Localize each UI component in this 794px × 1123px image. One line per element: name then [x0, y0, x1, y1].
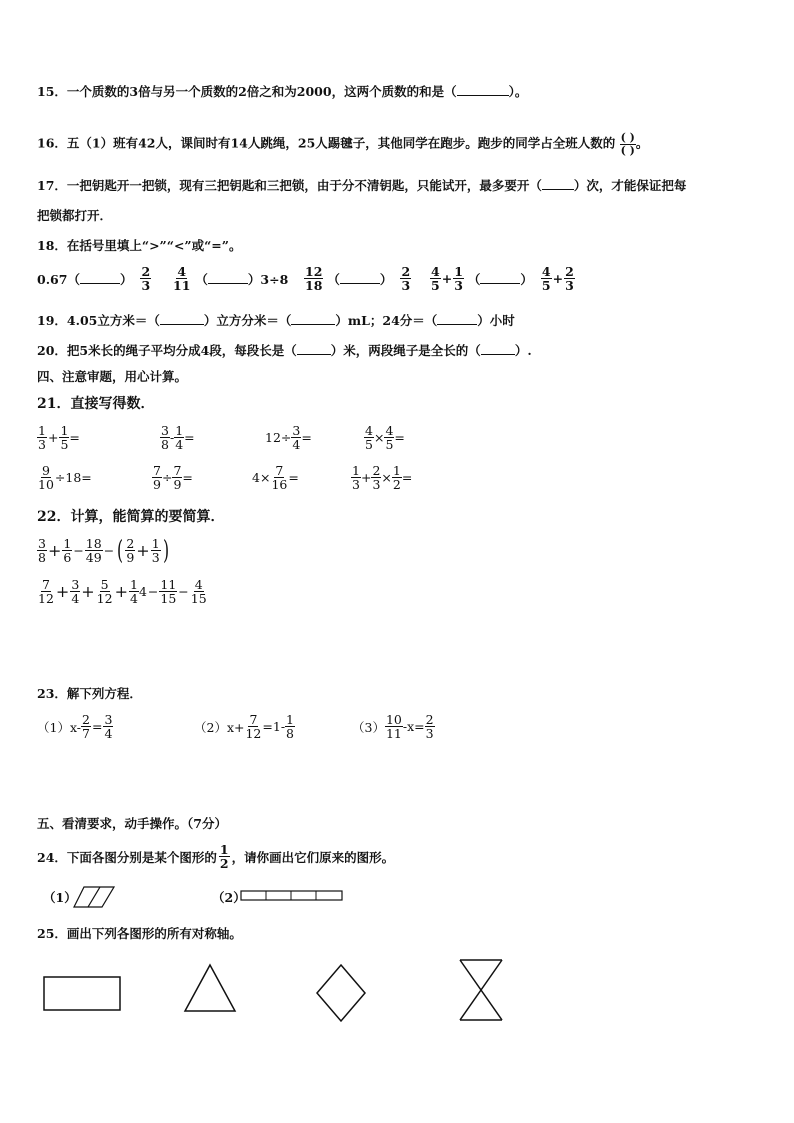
q18-blank-1[interactable]: [80, 274, 120, 284]
q22-expr-2: $\frac{7}{12}$ + $\frac{3}{4}$ + $\frac{5}{12}$ + $\frac{1}{4}$ 4 − $\frac{11}{15}$ − $\frac{4}{15}$: [38, 577, 207, 607]
section-4-heading: 四、注意审题，用心计算。: [37, 369, 188, 384]
q20-line: 20．把5米长的绳子平均分成4段，每段长是（ ）米，两段绳子是全长的（ ）.: [37, 343, 532, 358]
q25-hourglass-shape[interactable]: [457, 957, 505, 1023]
q21-expr-7: 4× $\frac{7}{16}$ =: [252, 463, 299, 493]
q16-line: 16．五（1）班有42人，课间时有14人跳绳，25人踢毽子，其他同学在跑步。跑步的同学占全班人数的 $\frac{( )}{( )}$ 。: [37, 131, 649, 157]
q22-title: 22．计算，能简算的要简算．: [37, 509, 225, 525]
q17-line1: 17．一把钥匙开一把锁，现有三把钥匙和三把锁，由于分不清钥匙，只能试开，最多要开（ ）次，才能保证把每: [37, 178, 687, 193]
q25-triangle-shape[interactable]: [182, 962, 238, 1014]
q24-label-2: （2）: [212, 890, 246, 905]
q18-item-a: 0.67（ ） $\frac{2}{3}$: [37, 264, 151, 294]
q23-eq-3: （3） $\frac{10}{11}$ -x= $\frac{2}{3}$: [352, 712, 434, 742]
q18-title: 18．在括号里填上“>”“<”或“=”。: [37, 238, 242, 253]
q15-text: 15．一个质数的3倍与另一个质数的2倍之和为2000，这两个质数的和是（: [37, 84, 457, 99]
q21-expr-4: $\frac{4}{5}$ × $\frac{4}{5}$ =: [365, 423, 405, 453]
q15-line: 15．一个质数的3倍与另一个质数的2倍之和为2000，这两个质数的和是（ ）。: [37, 84, 528, 99]
q19-blank-3[interactable]: [437, 315, 477, 325]
q25-title: 25．画出下列各图形的所有对称轴。: [37, 926, 242, 941]
q16-answer-fraction[interactable]: $\frac{( )}{( )}$: [620, 131, 635, 157]
q15-blank[interactable]: [457, 86, 509, 96]
q23-eq-1: （1）x- $\frac{2}{7}$ = $\frac{3}{4}$: [37, 712, 113, 742]
section-5-heading: 五、看清要求，动手操作。（7分）: [37, 816, 227, 831]
q18-item-b: $\frac{4}{11}$ （ ）3÷8: [173, 264, 289, 294]
q23-eq-2: （2）x+ $\frac{7}{12}$ =1- $\frac{1}{8}$: [194, 712, 294, 742]
q17-line2: 把锁都打开．: [37, 208, 113, 223]
q18-blank-2[interactable]: [208, 274, 248, 284]
q18-item-d: $\frac{4}{5}$ + $\frac{1}{3}$ （ ） $\frac{4}{5}$ + $\frac{2}{3}$: [431, 264, 574, 294]
q24-label-1: （1）: [43, 890, 77, 905]
q24-figure-1-parallelograms: [72, 885, 116, 909]
q18-blank-3[interactable]: [340, 274, 380, 284]
q21-expr-6: $\frac{7}{9}$ ÷ $\frac{7}{9}$ =: [153, 463, 193, 493]
q21-expr-3: 12÷ $\frac{3}{4}$ =: [265, 423, 312, 453]
q24-line: 24．下面各图分别是某个图形的 $\frac{1}{2}$ ，请你画出它们原来的图形。: [37, 842, 395, 872]
q20-blank-2[interactable]: [481, 345, 515, 355]
q20-blank-1[interactable]: [297, 345, 331, 355]
q25-rhombus-shape[interactable]: [314, 962, 368, 1024]
q21-expr-1: $\frac{1}{3}$ + $\frac{1}{5}$ =: [38, 423, 80, 453]
q21-title: 21．直接写得数．: [37, 396, 155, 412]
q16-text: 16．五（1）班有42人，课间时有14人跳绳，25人踢毽子，其他同学在跑步。跑步的同学占全班人数的: [37, 135, 616, 151]
q23-title: 23．解下列方程．: [37, 686, 142, 701]
q21-expr-8: $\frac{1}{3}$ + $\frac{2}{3}$ × $\frac{1}{2}$ =: [352, 463, 413, 493]
q18-item-c: $\frac{12}{18}$ （ ） $\frac{2}{3}$: [305, 264, 411, 294]
q18-blank-4[interactable]: [480, 274, 520, 284]
q19-blank-1[interactable]: [160, 315, 204, 325]
q19-blank-2[interactable]: [291, 315, 335, 325]
q21-expr-2: $\frac{3}{8}$ - $\frac{1}{4}$ =: [161, 423, 195, 453]
q25-rectangle-shape[interactable]: [42, 975, 122, 1013]
q22-expr-1: $\frac{3}{8}$ + $\frac{1}{6}$ − $\frac{18}{49}$ − ( $\frac{2}{9}$ + $\frac{1}{3}$ ): [38, 535, 169, 566]
q21-expr-5: $\frac{9}{10}$ ÷18=: [38, 463, 92, 493]
q24-figure-2-segmented-bar: [240, 890, 344, 902]
q19-line: 19．4.05立方米＝（ ）立方分米＝（ ）mL；24分＝（ ）小时: [37, 313, 515, 328]
q17-blank[interactable]: [542, 180, 574, 190]
